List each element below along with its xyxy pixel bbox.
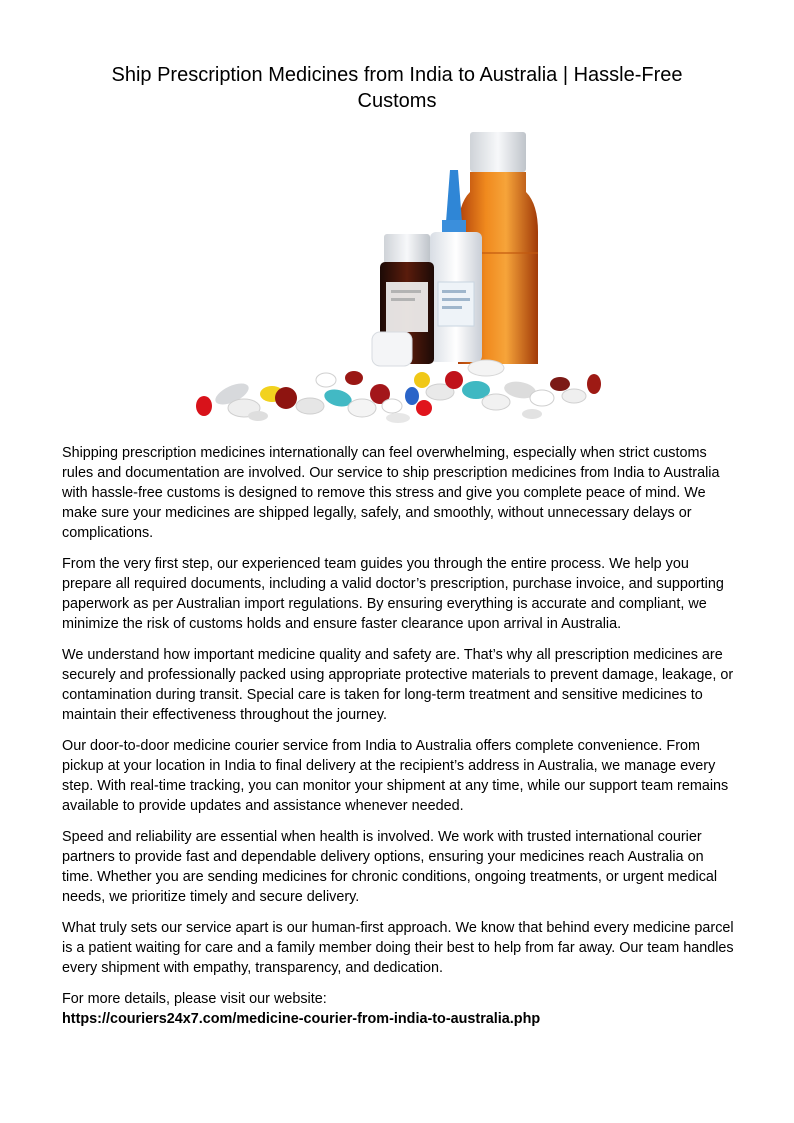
paragraph-human-first: What truly sets our service apart is our human-first approach. We know that behind every medicine parcel is a patient waiting for care and a family member doing their best to help from far away. Our team handles every shipment with empathy, transparency, and dedication. <box>62 920 734 976</box>
medicine-bottles-and-pills-image <box>186 132 610 424</box>
paragraph-intro: Shipping prescription medicines internationally can feel overwhelming, especially when strict customs rules and documentation are involved. Our service to ship prescription medicines from India to Australia with hassle-free customs is designed to remove this stress and give you complete peace of mind. We make sure your medicines are shipped legally, safely, and smoothly, without unnecessary delays or complications. <box>62 445 720 541</box>
paragraph-documentation: From the very first step, our experienced team guides you through the entire process. We help you prepare all required documents, including a valid doctor’s prescription, purchase invoice, and supporting paperwork as per Australian import regulations. By ensuring everything is accurate and compliant, we minimize the risk of customs holds and ensure faster clearance upon arrival in Australia. <box>62 556 724 632</box>
pills-icon <box>196 360 601 423</box>
article-body <box>62 443 738 1029</box>
website-link[interactable]: https://couriers24x7.com/medicine-courier-from-india-to-australia.php <box>62 1011 541 1027</box>
footer-intro: For more details, please visit our website: <box>62 991 327 1007</box>
paragraph-speed: Speed and reliability are essential when health is involved. We work with trusted international courier partners to provide fast and dependable delivery options, ensuring your medicines reach Australia on time. Whether you are sending medicines for chronic conditions, ongoing treatments, or urgent medical needs, we prioritize timely and secure delivery. <box>62 829 718 905</box>
paragraph-door-to-door: Our door-to-door medicine courier service from India to Australia offers complete convenience. From pickup at your location in India to final delivery at the recipient’s address in Australia, we manage every step. With real-time tracking, you can monitor your shipment at any time, while our support team remains available to provide updates and assistance whenever needed. <box>62 738 729 814</box>
page-title: Ship Prescription Medicines from India to Australia | Hassle-Free Customs <box>111 64 683 112</box>
paragraph-packing: We understand how important medicine quality and safety are. That’s why all prescription medicines are securely and professionally packed using appropriate protective materials to prevent damage, leakage, or contamination during transit. Special care is taken for long-term treatment and sensitive medicines to maintain their effectiveness throughout the journey. <box>62 647 734 723</box>
